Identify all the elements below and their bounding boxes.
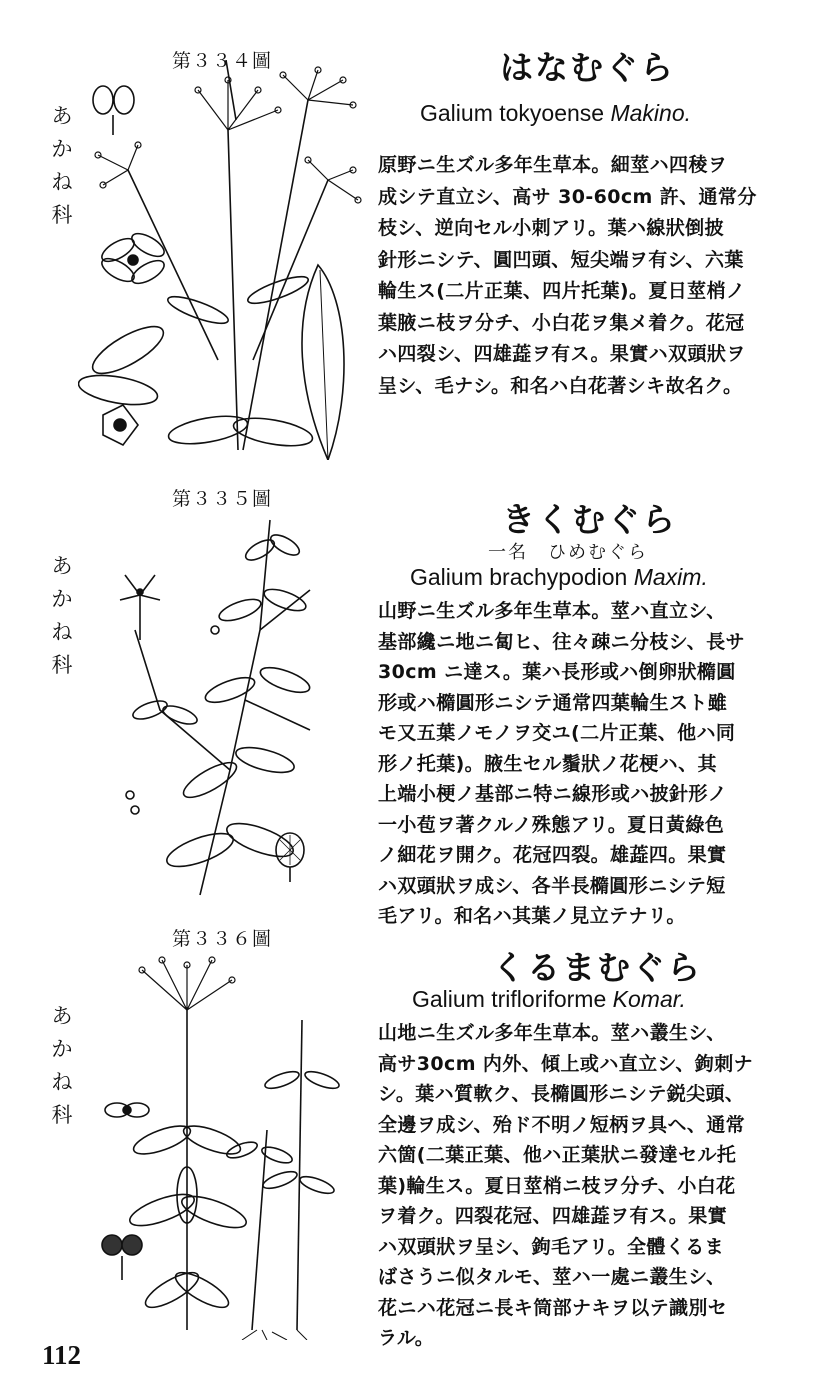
japanese-name: くるまむぐら	[492, 948, 702, 987]
figure-label: 第３３４圖	[172, 50, 273, 72]
plant-illustration-335	[100, 510, 340, 900]
fruit-detail	[102, 1235, 142, 1280]
roots	[242, 1330, 307, 1340]
plant-illustration-334	[78, 60, 368, 460]
fruit-detail	[276, 833, 304, 882]
family-label: あ か ね 科	[51, 104, 73, 227]
alternate-name: 一名 ひめむぐら	[488, 542, 648, 563]
japanese-name: きくむぐら	[502, 500, 677, 539]
page-number: 112	[42, 1340, 82, 1370]
description: 山野ニ生ズル多年生草本。莖ハ直立シ、 基部纔ニ地ニ匐ヒ、往々疎ニ分枝シ、長サ 30cm ニ達ス。葉ハ長形或ハ倒卵狀橢圓 形或ハ橢圓形ニシテ通常四葉輪生スト雖 モ又五葉ノモノヲ交ユ(二片正葉、他ハ同 形ノ托葉)。腋生セル鬚狀ノ花梗ハ、其 上端小梗ノ基部ニ特ニ線形或ハ披針形ノ 一小苞ヲ著クルノ殊態アリ。夏日黃綠色 ノ細花ヲ開ク。花冠四裂。雄蕋四。果實 ハ双頭狀ヲ成シ、各半長橢圓形ニシテ短 毛アリ。和名ハ其葉ノ見立テナリ。	[378, 600, 745, 927]
family-label: あ か ね 科	[51, 1004, 73, 1127]
scientific-name: Galium trifloriforme Komar.	[412, 986, 686, 1012]
figure-label: 第３３６圖	[172, 928, 273, 950]
japanese-name: はなむぐら	[500, 48, 675, 87]
description: 山地ニ生ズル多年生草本。莖ハ叢生シ、 高サ30cm 内外、傾上或ハ直立シ、鉤刺ナ シ。葉ハ質軟ク、長橢圓形ニシテ鋭尖頭、 全邊ヲ成シ、殆ド不明ノ短柄ヲ具ヘ、通常 六箇(二葉正葉、他ハ正葉狀ニ發達セル托 葉)輪生ス。夏日莖梢ニ枝ヲ分チ、小白花 ヲ着ク。四裂花冠、四雄蕋ヲ有ス。果實 ハ双頭狀ヲ呈シ、鉤毛アリ。全體くるま ばさうニ似タルモ、莖ハ一處ニ叢生シ、 花ニハ花冠ニ長キ筒部ナキヲ以テ識別セ ラル。	[378, 1022, 753, 1349]
figure-label: 第３３５圖	[172, 488, 273, 510]
flower-detail	[105, 1103, 149, 1117]
fruit-detail	[93, 86, 134, 135]
single-leaf-detail	[302, 265, 344, 460]
leaf-whorls	[126, 1068, 341, 1313]
description: 原野ニ生ズル多年生草本。細莖ハ四稜ヲ 成シテ直立シ、高サ 30-60cm 許、通常分 枝シ、逆向セル小刺アリ。葉ハ線狀倒披 針形ニシテ、圓凹頭、短尖端ヲ有シ、六葉 輪生ス(二片正葉、四片托葉)。夏日莖梢ノ 葉腋ニ枝ヲ分チ、小白花ヲ集メ着ク。花冠 ハ四裂シ、四雄蕋ヲ有ス。果實ハ双頭狀ヲ 呈シ、毛ナシ。和名ハ白花著シキ故名ク。	[378, 154, 757, 397]
flower-detail	[98, 229, 167, 288]
family-label: あ か ね 科	[51, 554, 73, 677]
seed-section	[103, 405, 138, 445]
scientific-name: Galium tokyoense Makino.	[420, 100, 692, 126]
flower-clusters	[139, 957, 235, 1010]
plant-illustration-336	[92, 950, 342, 1340]
flower-detail	[120, 575, 160, 640]
scientific-name: Galium brachypodion Maxim.	[410, 564, 708, 590]
